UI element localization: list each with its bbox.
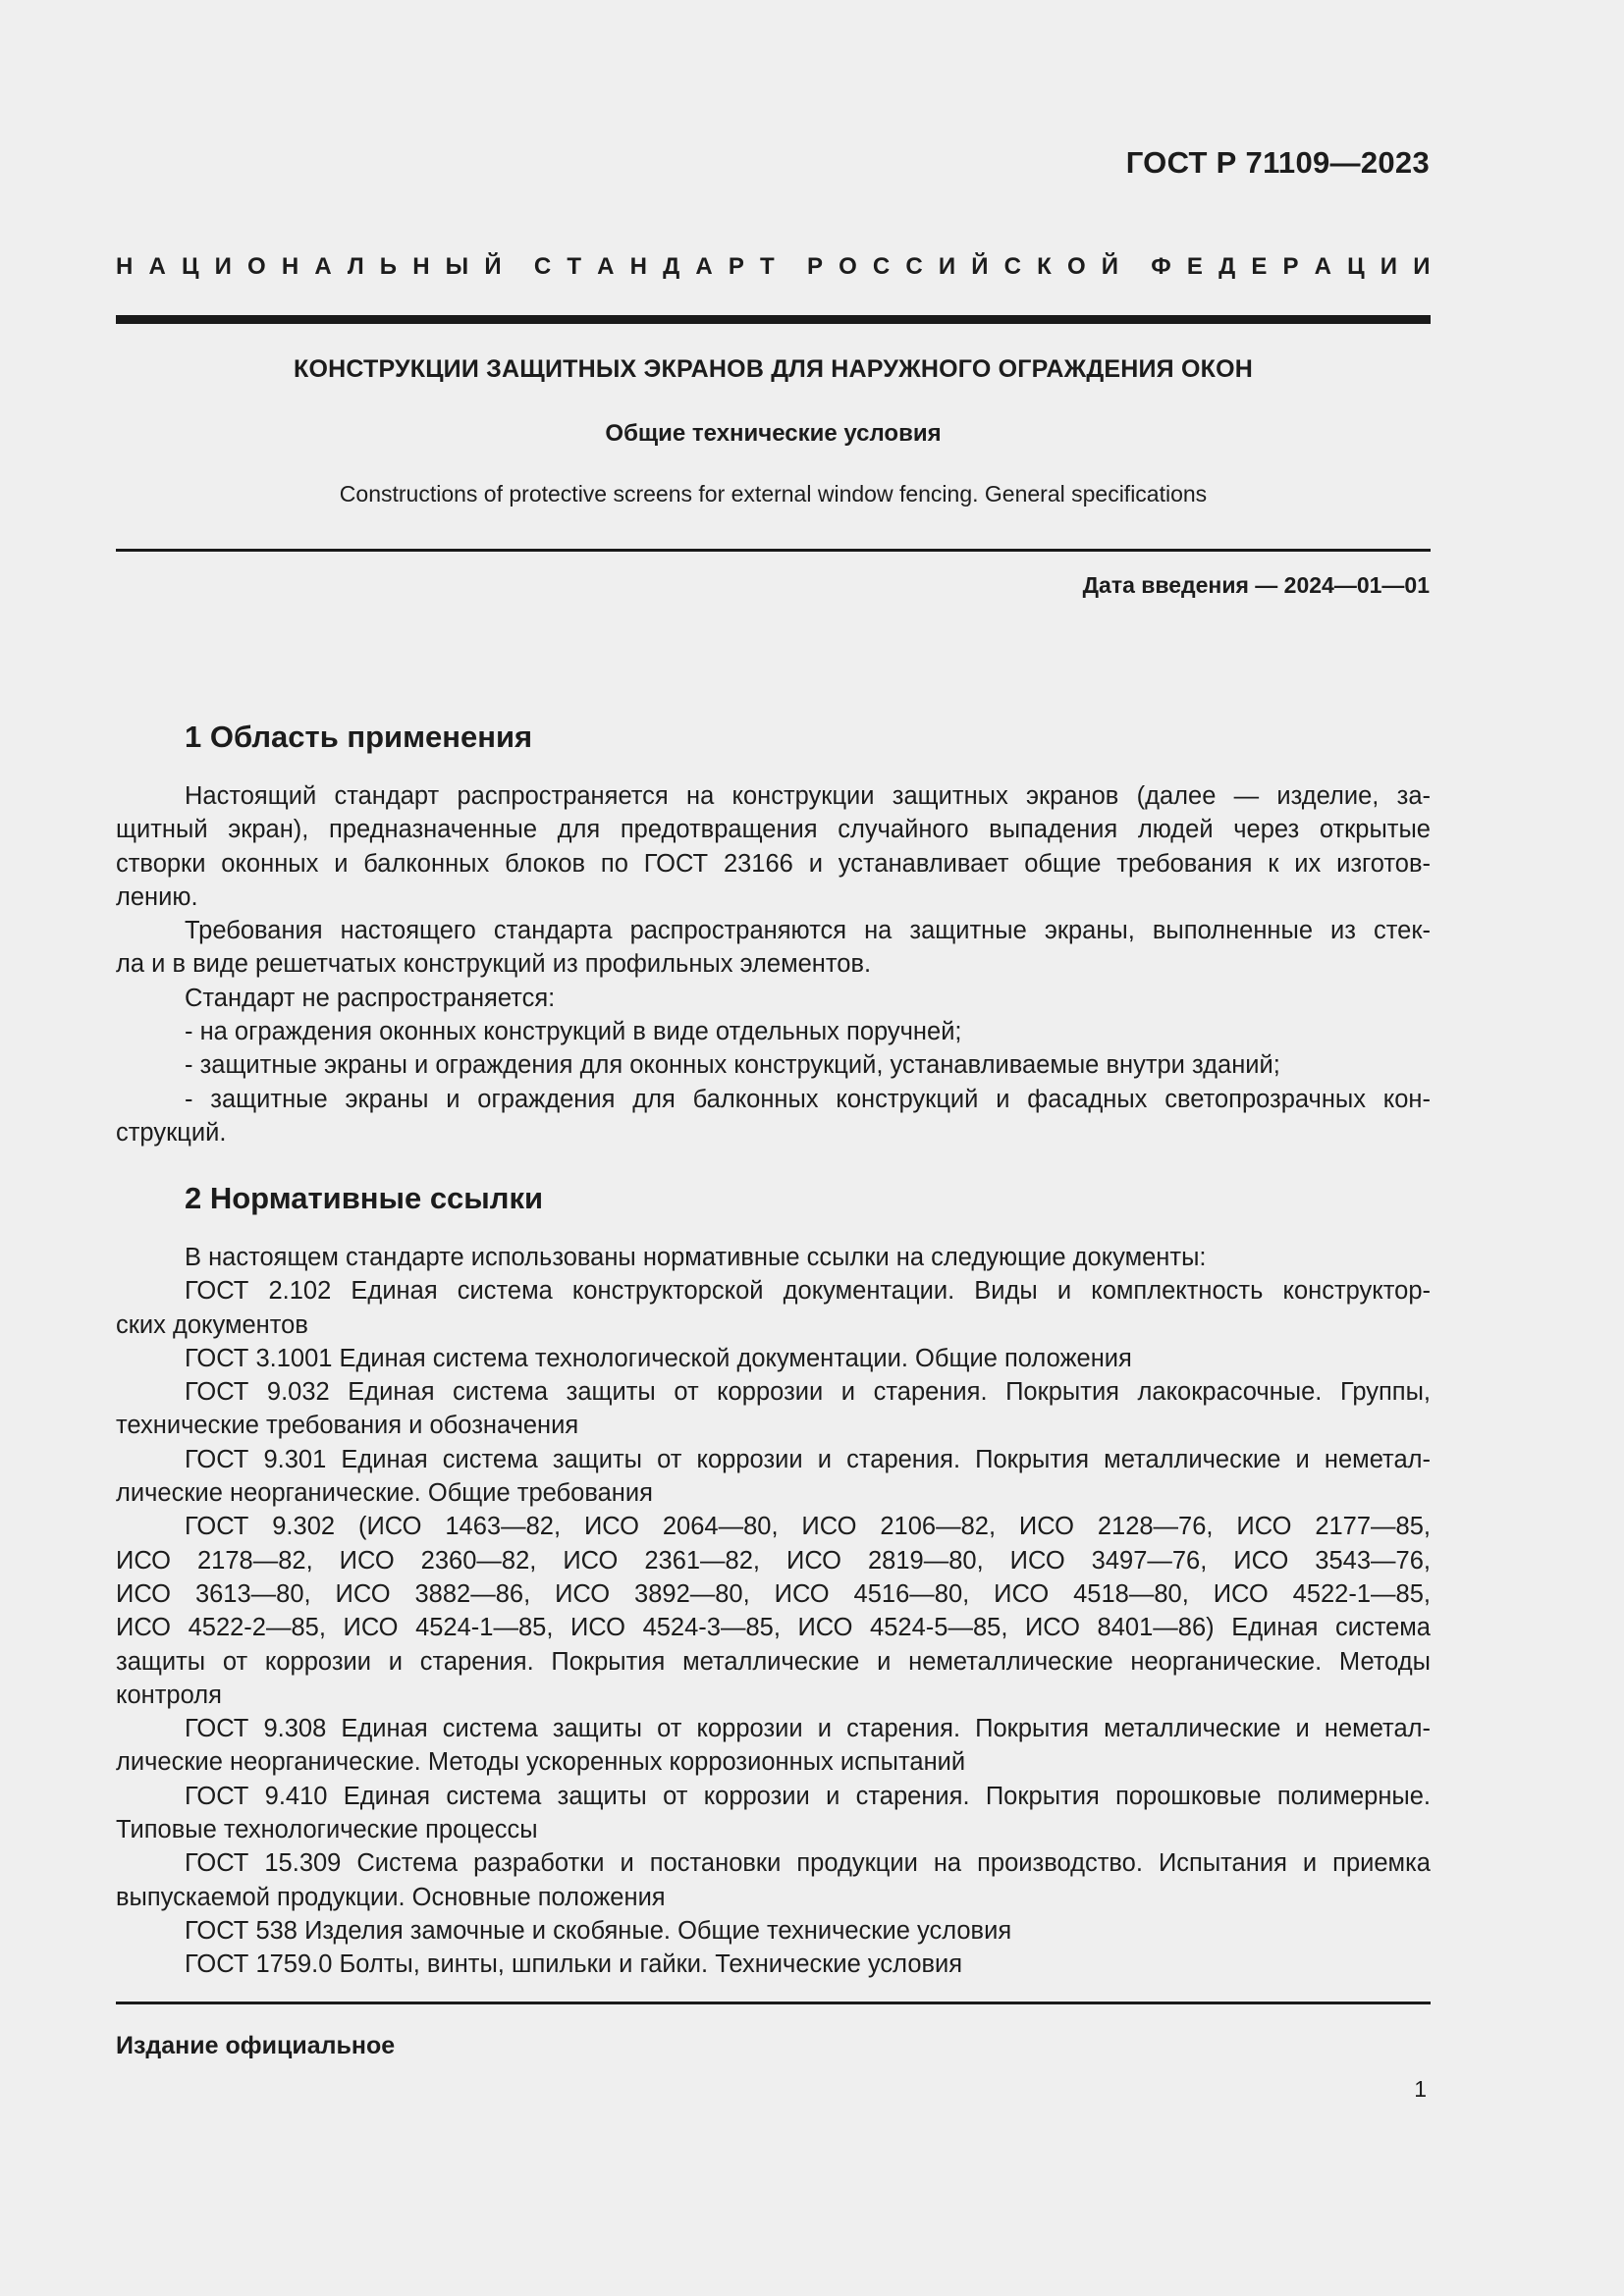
paragraph-line: Настоящий стандарт распространяется на конструкции защитных экранов (далее — изделие, за- bbox=[185, 782, 1431, 810]
reference-line: ИСО 3613—80, ИСО 3882—86, ИСО 3892—80, ИСО 4516—80, ИСО 4518—80, ИСО 4522-1—85, bbox=[116, 1579, 1431, 1608]
banner-letter: И bbox=[214, 253, 232, 280]
paragraph-line: ла и в виде решетчатых конструкций из профильных элементов. bbox=[116, 950, 872, 979]
banner-letter: Й bbox=[1101, 253, 1119, 280]
page-number: 1 bbox=[1414, 2076, 1427, 2102]
english-title: Constructions of protective screens for external window fencing. General specifications bbox=[339, 481, 1208, 507]
banner-letter: Д bbox=[663, 253, 680, 280]
banner-letter: Д bbox=[1218, 253, 1236, 280]
reference-line: выпускаемой продукции. Основные положения bbox=[116, 1883, 666, 1911]
banner-letter: Ы bbox=[445, 253, 469, 280]
reference-line: ГОСТ 3.1001 Единая система технологической документации. Общие положения bbox=[185, 1344, 1132, 1372]
section-1-heading: 1 Область применения bbox=[185, 720, 533, 754]
banner-letter: Р bbox=[728, 253, 744, 280]
banner-letter: Й bbox=[484, 253, 502, 280]
banner-letter: Е bbox=[1251, 253, 1268, 280]
banner-letter: И bbox=[1380, 253, 1398, 280]
section-2-heading: 2 Нормативные ссылки bbox=[185, 1181, 544, 1215]
banner-letter: С bbox=[905, 253, 923, 280]
reference-line: Типовые технологические процессы bbox=[116, 1816, 538, 1844]
reference-line: ГОСТ 9.302 (ИСО 1463—82, ИСО 2064—80, ИСО 2106—82, ИСО 2128—76, ИСО 2177—85, bbox=[185, 1513, 1431, 1541]
header-thick-rule bbox=[116, 315, 1431, 324]
banner-letter: Ц bbox=[181, 253, 199, 280]
reference-line: технические требования и обозначения bbox=[116, 1412, 579, 1440]
document-subtitle: Общие технические условия bbox=[605, 420, 942, 447]
banner-letter: А bbox=[597, 253, 615, 280]
paragraph-line: створки оконных и балконных блоков по ГОСТ 23166 и устанавливает общие требования к их изготов- bbox=[116, 849, 1431, 878]
reference-line: защиты от коррозии и старения. Покрытия металлические и неметаллические неорганические. Методы bbox=[116, 1647, 1431, 1676]
paragraph-line: Стандарт не распространяется: bbox=[185, 984, 556, 1012]
reference-line: лические неорганические. Методы ускоренных коррозионных испытаний bbox=[116, 1748, 966, 1777]
banner-letter: С bbox=[1003, 253, 1022, 280]
paragraph-line: В настоящем стандарте использованы нормативные ссылки на следующие документы: bbox=[185, 1244, 1207, 1271]
reference-line: ГОСТ 1759.0 Болты, винты, шпильки и гайки. Технические условия bbox=[185, 1950, 963, 1979]
section-1-body bbox=[116, 779, 1431, 1149]
reference-line: ГОСТ 9.032 Единая система защиты от коррозии и старения. Покрытия лакокрасочные. Группы, bbox=[185, 1378, 1431, 1407]
banner-letter: О bbox=[247, 253, 266, 280]
banner-letter: Н bbox=[412, 253, 430, 280]
reference-line: ГОСТ 538 Изделия замочные и скобяные. Общие технические условия bbox=[185, 1916, 1012, 1945]
banner-letter: И bbox=[1413, 253, 1431, 280]
reference-line: ИСО 4522-2—85, ИСО 4524-1—85, ИСО 4524-3—85, ИСО 4524-5—85, ИСО 8401—86) Единая система bbox=[116, 1614, 1431, 1642]
banner-letter: Й bbox=[971, 253, 989, 280]
section-2-body bbox=[116, 1241, 1431, 1982]
reference-line: ГОСТ 9.410 Единая система защиты от коррозии и старения. Покрытия порошковые полимерные. bbox=[185, 1782, 1431, 1810]
banner-letter: А bbox=[1314, 253, 1331, 280]
banner-letter: О bbox=[1066, 253, 1086, 280]
banner-word-gap bbox=[517, 253, 518, 281]
paragraph-line: лению. bbox=[116, 882, 198, 911]
banner-letter: Е bbox=[1186, 253, 1203, 280]
reference-line: ГОСТ 9.308 Единая система защиты от коррозии и старения. Покрытия металлические и неметал- bbox=[185, 1715, 1431, 1743]
footer-rule bbox=[116, 2002, 1431, 2004]
reference-line: ГОСТ 9.301 Единая система защиты от коррозии и старения. Покрытия металлические и неметал- bbox=[185, 1445, 1431, 1473]
title-rule bbox=[116, 549, 1431, 552]
banner-letter: С bbox=[533, 253, 552, 280]
introduction-date: Дата введения — 2024—01—01 bbox=[1082, 572, 1430, 598]
banner-letter: Н bbox=[281, 253, 299, 280]
banner-letter: Ь bbox=[379, 253, 398, 280]
banner-letter: Л bbox=[347, 253, 364, 280]
list-item: струкций. bbox=[116, 1118, 227, 1147]
banner-letter: С bbox=[872, 253, 891, 280]
banner-letter: И bbox=[938, 253, 956, 280]
banner-letter: А bbox=[695, 253, 713, 280]
banner-letter: А bbox=[314, 253, 332, 280]
banner-letter: Р bbox=[1282, 253, 1299, 280]
reference-line: контроля bbox=[116, 1681, 222, 1709]
paragraph-line: щитный экран), предназначенные для предотвращения случайного выпадения людей через открытые bbox=[116, 816, 1431, 844]
banner-letter: А bbox=[148, 253, 166, 280]
banner-letter: Р bbox=[806, 253, 823, 280]
banner-letter: Н bbox=[116, 253, 134, 280]
list-item: - защитные экраны и ограждения для оконных конструкций, устанавливаемые внутри зданий; bbox=[185, 1051, 1280, 1080]
banner-letter: К bbox=[1037, 253, 1052, 280]
list-item: - на ограждения оконных конструкций в виде отдельных поручней; bbox=[185, 1018, 962, 1046]
national-standard-banner bbox=[116, 253, 1431, 281]
reference-line: ГОСТ 2.102 Единая система конструкторской документации. Виды и комплектность конструктор- bbox=[185, 1277, 1431, 1306]
document-number: ГОСТ Р 71109—2023 bbox=[1125, 145, 1430, 180]
banner-letter: Т bbox=[567, 253, 581, 280]
banner-letter: Т bbox=[760, 253, 775, 280]
paragraph-line: Требования настоящего стандарта распространяются на защитные экраны, выполненные из стек- bbox=[185, 917, 1431, 945]
list-item: - защитные экраны и ограждения для балконных конструкций и фасадных светопрозрачных кон- bbox=[185, 1085, 1431, 1113]
reference-line: ИСО 2178—82, ИСО 2360—82, ИСО 2361—82, ИСО 2819—80, ИСО 3497—76, ИСО 3543—76, bbox=[116, 1546, 1431, 1575]
banner-letter: Н bbox=[629, 253, 647, 280]
reference-line: ских документов bbox=[116, 1310, 308, 1339]
banner-letter: Ф bbox=[1151, 253, 1171, 280]
document-title: КОНСТРУКЦИИ ЗАЩИТНЫХ ЭКРАНОВ ДЛЯ НАРУЖНОГО ОГРАЖДЕНИЯ ОКОН bbox=[294, 355, 1253, 383]
banner-word-gap bbox=[790, 253, 791, 281]
banner-word-gap bbox=[1134, 253, 1135, 281]
official-edition: Издание официальное bbox=[116, 2032, 396, 2059]
reference-line: ГОСТ 15.309 Система разработки и постановки продукции на производство. Испытания и приемка bbox=[185, 1849, 1431, 1878]
banner-letter: Ц bbox=[1347, 253, 1365, 280]
reference-line: лические неорганические. Общие требования bbox=[116, 1479, 653, 1508]
banner-letter: О bbox=[839, 253, 857, 280]
